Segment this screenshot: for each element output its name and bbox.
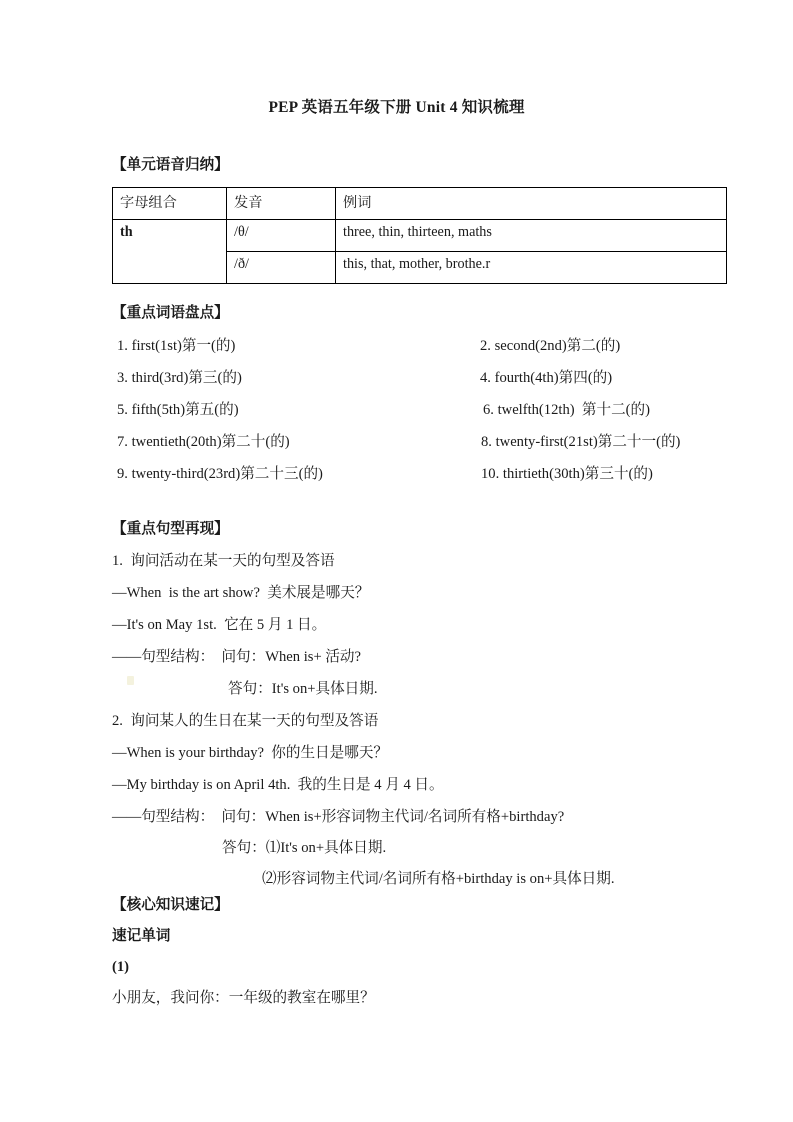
section-heading-sentence-patterns: 【重点句型再现】	[112, 521, 229, 537]
scan-artifact	[127, 676, 134, 685]
sentence-item-2-structure-question: ——句型结构： 问句：When is+形容词物主代词/名词所有格+birthday?	[112, 809, 565, 825]
phonics-table	[112, 187, 727, 284]
table-header-pronunciation: 发音	[227, 188, 336, 220]
vocab-item-8: 8. twenty-first(21st)第二十一(的)	[481, 434, 681, 450]
sentence-item-2-structure-answer-1: 答句：⑴It's on+具体日期.	[222, 840, 387, 856]
core-rhyme-line: 小朋友，我问你：一年级的教室在哪里？	[112, 990, 375, 1006]
core-item-number: (1)	[112, 959, 130, 975]
section-heading-phonics: 【单元语音归纳】	[112, 157, 229, 173]
table-header-row	[113, 188, 727, 220]
vocab-item-4: 4. fourth(4th)第四(的)	[480, 370, 613, 386]
sentence-item-2-answer: —My birthday is on April 4th. 我的生日是 4 月 4 日。	[112, 777, 444, 793]
table-cell-sound-theta: /θ/	[227, 220, 336, 252]
sentence-item-1-structure-question: ——句型结构： 问句：When is+ 活动?	[112, 649, 362, 665]
vocab-item-10: 10. thirtieth(30th)第三十(的)	[481, 466, 653, 482]
vocab-item-5: 5. fifth(5th)第五(的)	[117, 402, 239, 418]
vocab-item-9: 9. twenty-third(23rd)第二十三(的)	[117, 466, 323, 482]
table-cell-examples-theta: three, thin, thirteen, maths	[336, 220, 727, 252]
sentence-item-1-title: 1. 询问活动在某一天的句型及答语	[112, 553, 335, 569]
section-heading-vocabulary: 【重点词语盘点】	[112, 305, 229, 321]
vocab-item-1: 1. first(1st)第一(的)	[117, 338, 236, 354]
sentence-item-2-title: 2. 询问某人的生日在某一天的句型及答语	[112, 713, 379, 729]
table-header-letter-combo: 字母组合	[113, 188, 227, 220]
table-header-examples: 例词	[336, 188, 727, 220]
table-row	[113, 220, 727, 252]
sentence-item-2-question: —When is your birthday? 你的生日是哪天？	[112, 745, 389, 761]
table-cell-sound-eth: /ð/	[227, 252, 336, 284]
vocab-item-6: 6. twelfth(12th) 第十二(的)	[483, 402, 650, 418]
vocab-item-3: 3. third(3rd)第三(的)	[117, 370, 242, 386]
sentence-item-2-structure-answer-2: ⑵形容词物主代词/名词所有格+birthday is on+具体日期.	[262, 871, 615, 887]
sentence-item-1-question: —When is the art show? 美术展是哪天？	[112, 585, 370, 601]
core-subheading-vocabulary: 速记单词	[112, 928, 171, 944]
vocab-item-2: 2. second(2nd)第二(的)	[480, 338, 621, 354]
page-title: PEP 英语五年级下册 Unit 4 知识梳理	[268, 99, 525, 116]
sentence-item-1-structure-answer: 答句：It's on+具体日期.	[228, 681, 378, 697]
sentence-item-1-answer: —It's on May 1st. 它在 5 月 1 日。	[112, 617, 327, 633]
table-cell-examples-eth: this, that, mother, brothe.r	[336, 252, 727, 284]
section-heading-core-knowledge: 【核心知识速记】	[112, 897, 229, 913]
table-cell-letter-combo-th: th	[113, 220, 227, 284]
vocab-item-7: 7. twentieth(20th)第二十(的)	[117, 434, 290, 450]
